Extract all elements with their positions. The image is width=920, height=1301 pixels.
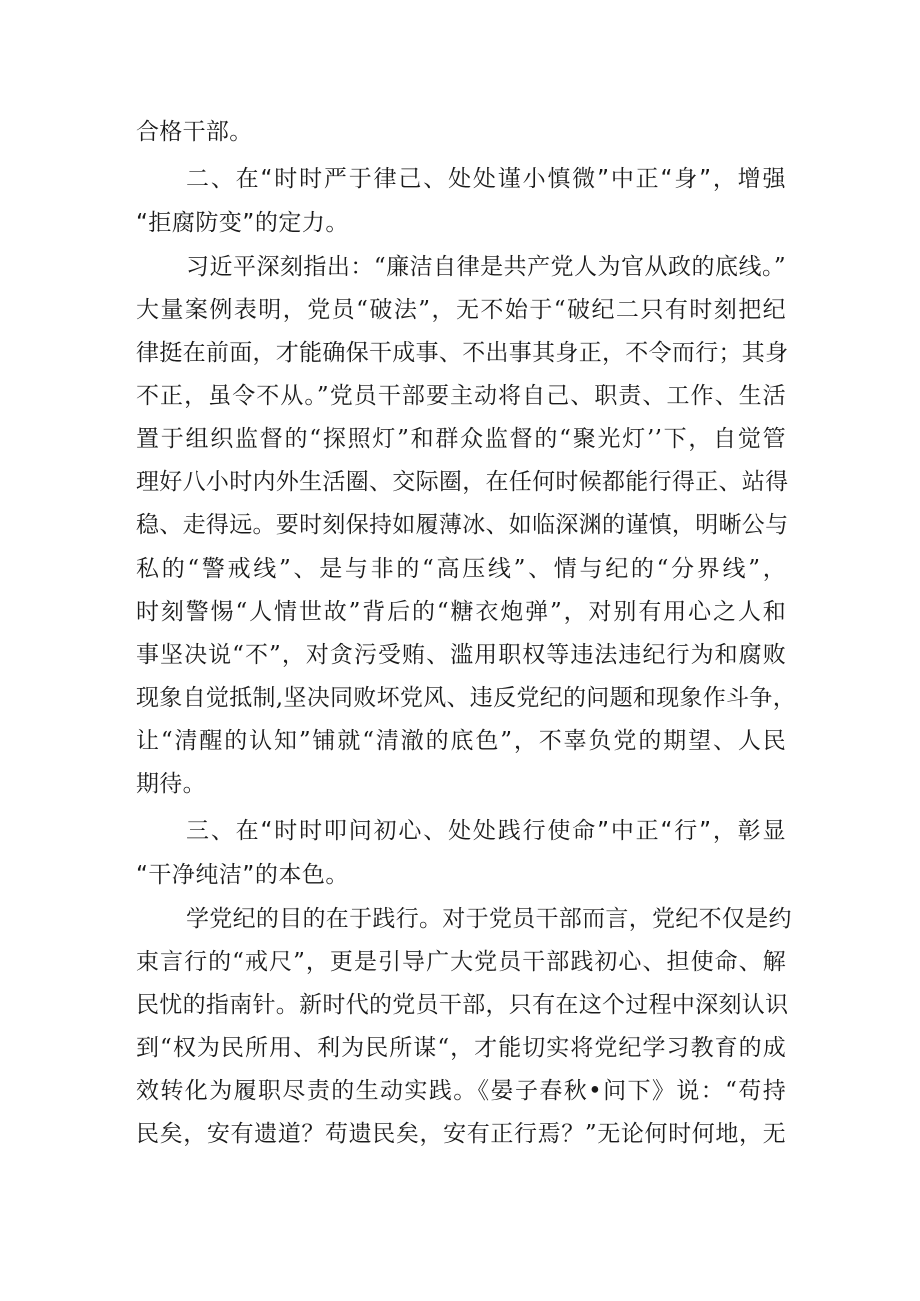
paragraph-line: 民矣，安有遗道？苟遗民矣，安有正行焉？”无论何时何地，无 (136, 1121, 786, 1147)
paragraph-line: 事坚决说“不”，对贪污受贿、滥用职权等违法违纪行为和腐败 (136, 642, 786, 668)
paragraph-line: 到“权为民所用、利为民所谋“，才能切实将党纪学习教育的成 (136, 1035, 786, 1061)
paragraph-line: 大量案例表明，党员“破法”，无不始于“破纪二只有时刻把纪 (136, 297, 786, 323)
paragraph-line: 束言行的“戒尺”，更是引导广大党员干部践初心、担使命、解 (136, 949, 786, 975)
paragraph-line: 理好八小时内外生活圈、交际圈，在任何时候都能行得正、站得 (136, 469, 789, 495)
paragraph-line: 习近平深刻指出：“廉洁自律是共产党人为官从政的底线。” (186, 254, 786, 280)
paragraph-line: 不正，虽令不从。”党员干部要主动将自己、职责、工作、生活 (136, 383, 786, 409)
paragraph-line: 学党纪的目的在于践行。对于党员干部而言，党纪不仅是约 (186, 906, 792, 932)
section-heading: 二、在“时时严于律己、处处谨小慎微”中正“身”，增强 (186, 166, 786, 192)
paragraph-line: 私的“警戒线”、是与非的“高压线”、情与纪的“分界线”， (136, 556, 786, 582)
paragraph-line: 合格干部。 (136, 119, 253, 145)
paragraph-line: 时刻警惕“人情世故”背后的“糖衣炮弹”，对别有用心之人和 (136, 599, 786, 625)
paragraph-line: 效转化为履职尽责的生动实践。《晏子春秋•问下》说：“苟持 (136, 1078, 786, 1104)
paragraph-line: 让“清醒的认知”铺就“清澈的底色”，不辜负党的期望、人民 (136, 728, 786, 754)
section-heading-continued: “拒腐防变”的定力。 (136, 210, 349, 236)
paragraph-line: 现象自觉抵制,坚决同败坏党风、违反党纪的问题和现象作斗争， (136, 685, 797, 711)
paragraph-line: 稳、走得远。要时刻保持如履薄冰、如临深渊的谨慎，明晰公与 (136, 512, 789, 538)
paragraph-line: 民忧的指南针。新时代的党员干部，只有在这个过程中深刻认识 (136, 992, 789, 1018)
section-heading: 三、在“时时叩问初心、处处践行使命”中正“行”，彰显 (186, 818, 786, 844)
paragraph-line: 置于组织监督的“探照灯”和群众监督的“聚光灯’’下，自觉管 (136, 426, 786, 452)
paragraph-line: 期待。 (136, 771, 206, 797)
section-heading-continued: “干净纯洁”的本色。 (136, 862, 349, 888)
paragraph-line: 律挺在前面，才能确保干成事、不出事其身正，不令而行；其身 (136, 340, 789, 366)
